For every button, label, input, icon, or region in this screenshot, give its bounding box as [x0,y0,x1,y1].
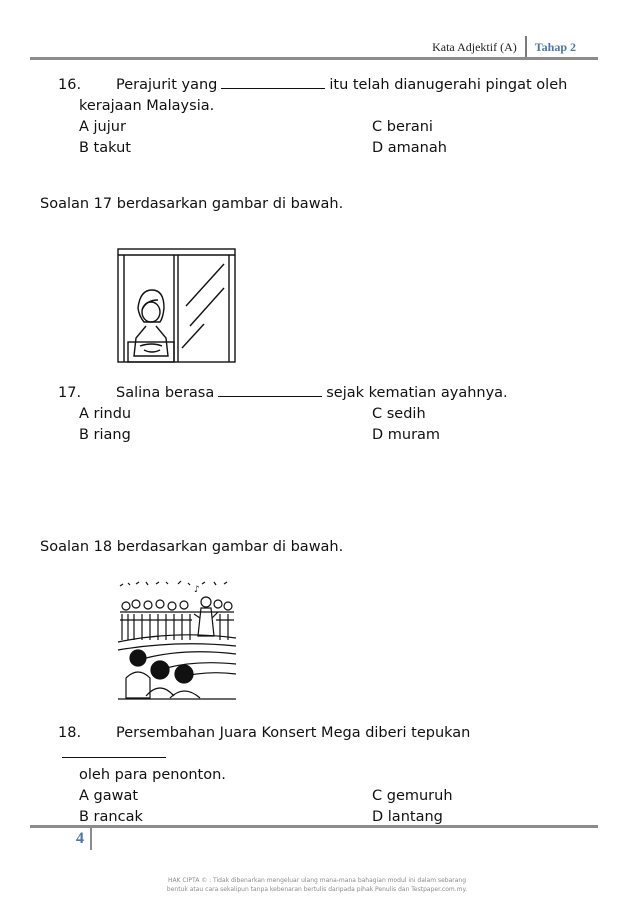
page-number: 4 [76,830,84,847]
question-number: 18. [58,725,82,741]
footer-rule [30,825,598,828]
question-text-after: sejak kematian ayahnya. [326,385,508,401]
copyright-line-1: HAK CIPTA © : Tidak dibenarkan mengeluar ulang mana-mana bahagian modul ini dalam sebarang [167,877,467,884]
options [58,117,578,159]
answer-blank [221,75,325,89]
answer-blank [218,383,322,397]
copyright-line-2: bentuk atau cara sekalipun tanpa kebenaran bertulis daripada pihak Penulis dan Testpaper.com.my. [166,886,468,893]
question-number: 17. [58,385,82,401]
option-c: C berani [372,119,433,135]
option-d: D lantang [372,809,443,825]
question-text-after: itu telah dianugerahi pingat oleh [329,77,568,93]
options [58,786,578,828]
option-a: A jujur [79,119,126,135]
question-17 [58,383,578,446]
header-rule [30,57,598,60]
question-text-before: Salina berasa [116,385,215,401]
girl-at-window-picture [116,246,238,364]
option-d: D muram [372,427,441,443]
option-b: B rancak [79,809,143,825]
header-level: Tahap 2 [534,39,576,54]
question-18 [58,723,578,828]
question-number: 16. [58,77,82,93]
intro-18: Soalan 18 berdasarkan gambar di bawah. [40,539,344,555]
option-a: A rindu [79,406,132,422]
option-d: D amanah [372,140,447,156]
page-number-divider [90,828,92,850]
concert-audience-picture [116,578,238,702]
option-b: B takut [79,140,131,156]
question-text-before: Persembahan Juara Konsert Mega diberi tepukan [116,725,471,741]
option-c: C gemuruh [372,788,453,804]
question-text-continued: kerajaan Malaysia. [79,98,215,114]
svg-text:♪: ♪ [194,585,200,595]
header-title: Kata Adjektif (A) [432,39,517,54]
answer-blank [62,744,166,758]
intro-17: Soalan 17 berdasarkan gambar di bawah. [40,196,344,212]
option-c: C sedih [372,406,426,422]
question-16 [58,75,578,159]
question-text-before: Perajurit yang [116,77,218,93]
option-a: A gawat [79,788,139,804]
options [58,404,578,446]
option-b: B riang [79,427,131,443]
page-header [432,36,576,58]
question-text-continued: oleh para penonton. [79,767,226,783]
